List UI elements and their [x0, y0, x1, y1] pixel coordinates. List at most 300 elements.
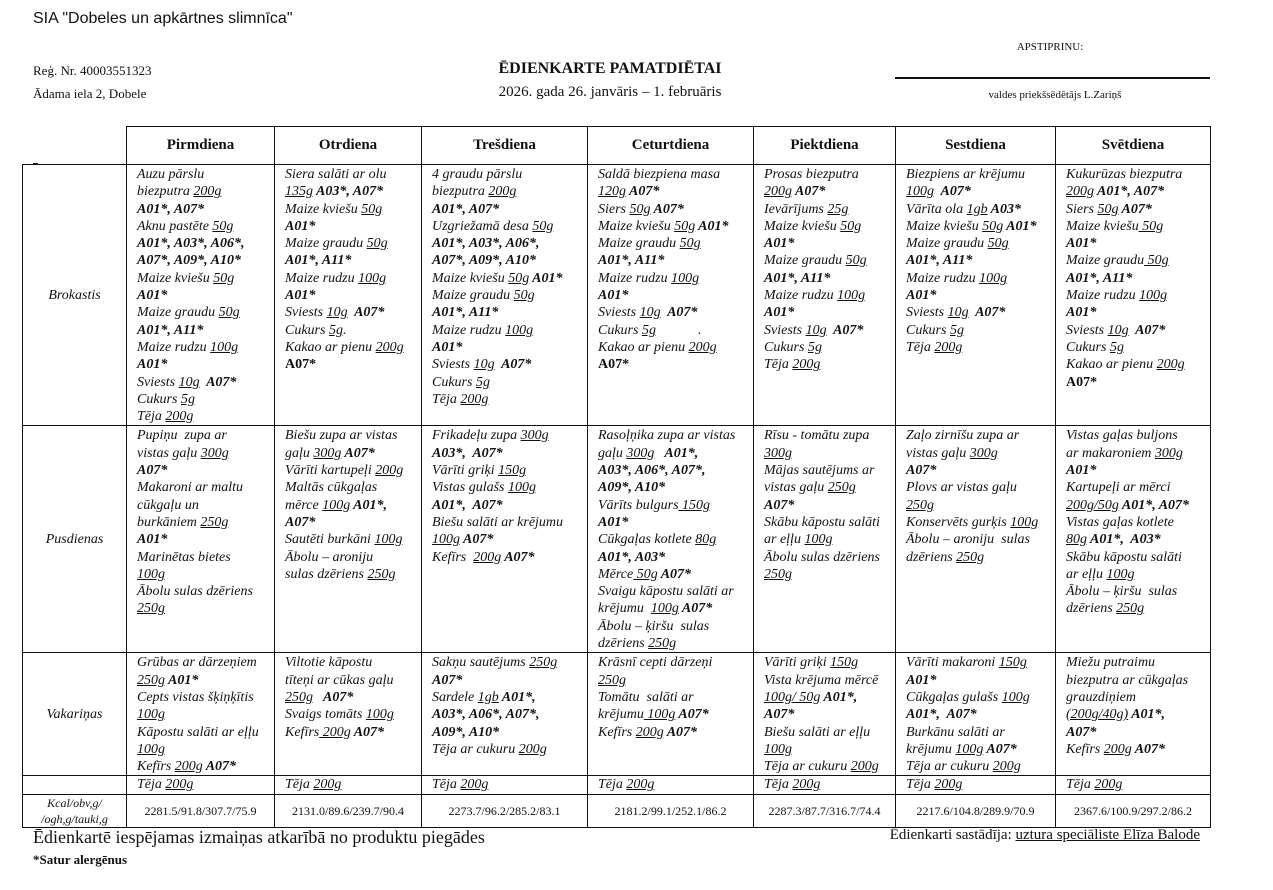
allergen-codes: A07* [501, 549, 535, 565]
dish-name: Vārīta ola [906, 201, 967, 217]
allergen-codes: A07* [764, 707, 795, 723]
menu-line [285, 287, 415, 304]
allergen-codes: A07* [598, 357, 630, 373]
menu-line [906, 514, 1049, 531]
menu-line [432, 777, 581, 793]
menu-line [432, 235, 581, 252]
menu-line [598, 724, 747, 741]
portion-amount: 100g [137, 741, 165, 757]
menu-line [285, 427, 415, 444]
approval-label: APSTIPRINU: [1016, 41, 1084, 53]
menu-line [285, 514, 415, 531]
meal-label [23, 776, 127, 795]
allergen-codes: A07* [460, 532, 494, 548]
portion-amount: 100g [322, 497, 351, 513]
menu-line [906, 270, 1049, 287]
menu-cell [422, 426, 588, 653]
menu-cell [896, 165, 1056, 426]
portion-amount: 200g [1156, 357, 1185, 373]
portion-amount: 200g [488, 184, 517, 200]
portion-amount: 300g [764, 445, 792, 461]
allergen-codes: A01*, [820, 689, 858, 705]
menu-line [137, 339, 268, 356]
dish-name: Maize rudzu [598, 270, 672, 286]
portion-amount: 200g [460, 777, 489, 793]
menu-line [285, 166, 415, 183]
menu-line [285, 445, 415, 462]
dish-name: Kefīrs [137, 759, 175, 775]
menu-line [285, 479, 415, 496]
menu-cell [588, 776, 754, 795]
nutrition-value: 2217.6/104.8/289.9/70.9 [896, 795, 1056, 828]
menu-line [1066, 183, 1204, 200]
menu-line [137, 374, 268, 391]
portion-amount: 200g [375, 463, 404, 479]
dish-name: ar eļļu [764, 532, 805, 548]
portion-amount: 1gb [477, 689, 499, 705]
menu-line [432, 374, 581, 391]
portion-amount: 100g [505, 322, 534, 338]
dish-name: Sviests [432, 357, 474, 373]
document-title: ĒDIENKARTE PAMATDIĒTAI [498, 60, 722, 77]
portion-amount: 200g [193, 184, 222, 200]
portion-amount: 50g [633, 566, 658, 582]
menu-cell [588, 426, 754, 653]
dish-name: Sviests [1066, 322, 1108, 338]
menu-line [285, 252, 415, 269]
dish-name: Kefīrs [285, 724, 320, 740]
dish-name: Cukurs [1066, 339, 1110, 355]
dish-name: Maize rudzu [137, 339, 211, 355]
portion-amount: 50g [674, 218, 696, 234]
menu-cell [588, 165, 754, 426]
allergen-codes: A07* [678, 601, 713, 617]
nutrition-label-line: /ogh,g/tauki,g [41, 812, 108, 827]
menu-line [764, 654, 889, 671]
dish-name: Auzu pārslu [137, 167, 205, 182]
dish-name: Vārīti griķi [432, 463, 499, 479]
portion-amount: 100g [507, 480, 536, 496]
menu-line [432, 497, 581, 514]
dish-name: Tēja [598, 777, 627, 793]
menu-line [432, 514, 581, 531]
allergen-codes: A01*, [1128, 707, 1166, 723]
menu-line [764, 706, 889, 723]
menu-line [764, 252, 889, 269]
allergen-codes: A01*, A11* [1066, 270, 1133, 286]
portion-amount: 200g [375, 339, 404, 355]
menu-line [598, 531, 747, 548]
menu-cell [1056, 653, 1211, 776]
allergen-codes: A03*, A06*, A07*, [598, 463, 706, 479]
menu-line [285, 777, 415, 793]
portion-amount: 200g/50g [1066, 497, 1119, 513]
menu-line [285, 531, 415, 548]
menu-line [285, 724, 415, 741]
dish-name: Tēja ar cukuru [906, 759, 993, 775]
allergen-codes: A01* [1066, 305, 1097, 321]
portion-amount: 300g [313, 445, 342, 461]
dish-name: Maize graudu [285, 236, 367, 252]
dish-name: vistas gaļu [906, 445, 970, 461]
menu-cell [127, 426, 275, 653]
dish-name: Biešu salāti ar krējumu [432, 514, 564, 530]
menu-cell [896, 426, 1056, 653]
dish-name: biezputra [432, 184, 489, 200]
allergen-codes: A01*, A03* [1087, 532, 1161, 548]
header-corner [23, 127, 127, 165]
portion-amount: 5g [180, 391, 195, 407]
dish-name: Makaroni ar maltu [137, 480, 244, 496]
menu-line [432, 689, 581, 706]
menu-line [137, 724, 268, 741]
meal-row-lunch [23, 426, 1211, 653]
dish-name: Maltās cūkgaļas [285, 480, 378, 496]
portion-amount: 100g [1001, 689, 1030, 705]
menu-line [137, 201, 268, 218]
menu-line [1066, 777, 1204, 793]
menu-line [137, 287, 268, 304]
portion-amount: 250g [285, 689, 313, 705]
allergen-codes: A07* [650, 201, 684, 217]
allergen-codes: A01* [1003, 218, 1037, 234]
menu-line [764, 218, 889, 235]
menu-line [764, 322, 889, 339]
portion-amount: 50g [213, 270, 235, 286]
allergen-codes: A07* [350, 724, 385, 740]
allergen-codes: A07* [934, 184, 971, 200]
portion-amount: 120g [598, 184, 626, 200]
menu-line [598, 654, 747, 671]
allergen-codes: A07* [137, 463, 168, 479]
allergen-codes: A07* [660, 305, 698, 321]
menu-line [764, 287, 889, 304]
portion-amount: 10g [326, 305, 348, 321]
dish-name: Siera salāti ar olu [285, 167, 387, 182]
portion-amount: 100g [643, 707, 676, 723]
day-header: Otrdiena [275, 127, 422, 165]
portion-amount: 300g [1154, 445, 1183, 461]
menu-line [906, 339, 1049, 356]
allergen-codes: A01* [906, 672, 937, 688]
menu-line [906, 531, 1049, 548]
allergen-codes: A07* [968, 305, 1006, 321]
dish-name: Cukurs [285, 322, 329, 338]
menu-cell [754, 165, 896, 426]
portion-amount: 50g [845, 253, 867, 269]
menu-cell [275, 426, 422, 653]
day-header: Pirmdiena [127, 127, 275, 165]
portion-amount: 10g [805, 322, 827, 338]
dish-name: grauzdiņiem [1066, 689, 1136, 705]
menu-line [137, 183, 268, 200]
dish-name: Prosas biezputra [764, 167, 859, 182]
portion-amount: 200g [764, 184, 792, 200]
menu-line [432, 166, 581, 183]
dish-name: Maize graudu [598, 236, 680, 252]
allergen-codes: A07*, A09*, A10* [432, 253, 536, 269]
portion-amount: 300g [520, 428, 549, 444]
portion-amount: 50g [508, 270, 530, 286]
dish-name: Viltotie kāpostu [285, 655, 373, 671]
menu-line [285, 672, 415, 689]
portion-amount: 300g [969, 445, 998, 461]
menu-line [432, 741, 581, 758]
dish-name: vistas gaļu [764, 480, 828, 496]
allergen-codes: A07* [285, 357, 317, 373]
dish-name: Kukurūzas biezputra [1066, 167, 1183, 182]
menu-line [598, 706, 747, 723]
menu-line [906, 287, 1049, 304]
menu-line [764, 531, 889, 548]
portion-amount: 5g [949, 322, 964, 338]
menu-line [598, 252, 747, 269]
menu-line [906, 427, 1049, 444]
portion-amount: 250g [137, 672, 165, 688]
portion-amount: 200g [313, 777, 342, 793]
dish-name: Mērce [598, 566, 634, 582]
dish-name: Maize graudu [906, 236, 988, 252]
dish-name: Vārīti griķi [764, 655, 831, 671]
portion-amount: 50g [1138, 218, 1164, 234]
dish-name: Kartupeļi ar mērci [1066, 480, 1171, 496]
menu-line [1066, 201, 1204, 218]
day-header: Piektdiena [754, 127, 896, 165]
menu-line [764, 497, 889, 514]
dish-name: Rasoļņika zupa ar vistas [598, 428, 736, 444]
menu-line [906, 252, 1049, 269]
portion-amount: 100g [137, 566, 165, 582]
dish-name: Vistas gaļas buljons [1066, 428, 1178, 444]
menu-cell [275, 776, 422, 795]
menu-line [1066, 270, 1204, 287]
allergen-codes: A01* [598, 288, 629, 304]
menu-line [1066, 304, 1204, 321]
menu-line [598, 777, 747, 793]
menu-line [137, 777, 268, 793]
menu-line [906, 777, 1049, 793]
meal-label: Vakariņas [23, 653, 127, 776]
menu-cell [275, 653, 422, 776]
dish-name: 4 graudu pārslu [432, 167, 523, 182]
menu-line [598, 600, 747, 617]
portion-amount: 10g [947, 305, 969, 321]
dish-name: Maize kviešu [285, 201, 362, 217]
allergen-codes: A01*, A11* [285, 253, 352, 269]
allergen-codes: A01* [137, 357, 168, 373]
dish-name: krējumu [906, 741, 956, 757]
allergen-codes: A01* [1066, 463, 1097, 479]
portion-amount: 50g [532, 218, 554, 234]
portion-amount: (200g/40g) [1066, 707, 1129, 723]
dish-name: krējumu [598, 601, 651, 617]
allergen-codes: A07* [764, 497, 795, 513]
menu-line [598, 356, 747, 373]
portion-amount: 50g [1097, 201, 1119, 217]
dish-name: Zaļo zirnīšu zupa ar [906, 428, 1020, 444]
portion-amount: 200g [165, 409, 194, 425]
dish-name: Sviests [764, 322, 806, 338]
dish-name: Kakao ar pienu [598, 339, 689, 355]
portion-amount: 200g [460, 391, 489, 407]
menu-line [137, 427, 268, 444]
menu-line [137, 531, 268, 548]
allergen-codes: A07* [1131, 741, 1166, 757]
dish-name: Frikadeļu zupa [432, 428, 521, 444]
menu-line [598, 339, 747, 356]
portion-amount: 100g [837, 288, 866, 304]
dish-name: Maize kviešu [137, 270, 214, 286]
menu-line [432, 270, 581, 287]
nutrition-row [23, 795, 1211, 828]
portion-amount: 200g [792, 357, 821, 373]
allergen-codes: A01*, A11* [598, 253, 665, 269]
menu-line [598, 514, 747, 531]
allergen-codes: A01*, A03*, A06*, [432, 236, 540, 252]
menu-line [137, 322, 268, 339]
allergen-codes: A01* [764, 305, 795, 321]
portion-amount: 100g [804, 532, 833, 548]
menu-line [1066, 445, 1204, 462]
dish-name: Cūkgaļas gulašs [906, 689, 1002, 705]
dish-name: Tēja [432, 777, 461, 793]
dish-name: Vārīti kartupeļi [285, 463, 376, 479]
dish-name: gaļu [285, 445, 314, 461]
dish-name: Tēja ar cukuru [432, 741, 519, 757]
allergen-codes: A01* [906, 288, 937, 304]
dish-name: Maize kviešu [1066, 218, 1139, 234]
dish-name: Sautēti burkāni [285, 532, 375, 548]
portion-amount: 200g [992, 759, 1021, 775]
menu-line [1066, 356, 1204, 373]
menu-cell [422, 165, 588, 426]
menu-cell [754, 653, 896, 776]
dish-name: vistas gaļu [137, 445, 201, 461]
menu-line [598, 583, 747, 600]
dish-name: sulas dzēriens [285, 566, 368, 582]
menu-line [906, 741, 1049, 758]
allergen-codes: A03*, A06*, A07*, [432, 707, 540, 723]
dish-name: Kakao ar pienu [1066, 357, 1157, 373]
allergen-codes: A01*, A07* [432, 201, 500, 217]
nutrition-value: 2287.3/87.7/316.7/74.4 [754, 795, 896, 828]
menu-line [285, 497, 415, 514]
menu-line [285, 304, 415, 321]
portion-amount: 200g [174, 759, 203, 775]
dish-name: Sviests [598, 305, 640, 321]
allergen-codes: A01* [137, 532, 168, 548]
dish-name: Cukurs [906, 322, 950, 338]
portion-amount: 100g [210, 339, 239, 355]
dish-name: Cukurs [137, 391, 181, 407]
day-header: Svētdiena [1056, 127, 1211, 165]
menu-line [137, 497, 268, 514]
menu-line [285, 270, 415, 287]
portion-amount: 250g [827, 480, 856, 496]
menu-line [764, 356, 889, 373]
portion-amount: 5g [475, 374, 490, 390]
dish-name: Maize kviešu [906, 218, 983, 234]
dish-name: ar makaroniem [1066, 445, 1155, 461]
portion-amount: 250g [598, 672, 626, 688]
allergen-codes: A07* [906, 463, 937, 479]
approver-name: valdes priekšsēdētājs L.Zariņš [988, 89, 1122, 101]
allergen-codes: A07* [675, 707, 709, 723]
menu-line [764, 304, 889, 321]
menu-line [137, 514, 268, 531]
menu-line [1066, 287, 1204, 304]
menu-line [137, 549, 268, 566]
dish-name: Maize kviešu [432, 270, 509, 286]
menu-line [598, 322, 747, 339]
dish-name: Tēja [906, 777, 935, 793]
menu-line [285, 654, 415, 671]
dish-name: Miežu putraimu [1066, 655, 1156, 671]
portion-amount: 100g [671, 270, 700, 286]
dish-name: Cukurs [432, 374, 476, 390]
portion-amount: 200g [688, 339, 717, 355]
menu-line [1066, 566, 1204, 583]
allergen-codes: A01*, A07* [1118, 497, 1190, 513]
allergen-codes: A01* [529, 270, 563, 286]
menu-line [598, 635, 747, 652]
nutrition-value: 2273.7/96.2/285.2/83.1 [422, 795, 588, 828]
menu-line [1066, 218, 1204, 235]
dish-name: Kāpostu salāti ar eļļu [137, 724, 259, 740]
menu-line [906, 201, 1049, 218]
allergen-codes: A01* [432, 339, 463, 355]
author-label: Ēdienkarti sastādīja: [889, 827, 1016, 843]
dish-name: Cukurs [598, 322, 642, 338]
menu-line [764, 479, 889, 496]
menu-line [285, 706, 415, 723]
portion-amount: 50g [366, 236, 388, 252]
menu-line [1066, 462, 1204, 479]
dish-name: dzēriens [906, 549, 957, 565]
dish-name: Ievārījums [764, 201, 828, 217]
dish-name: Uzgriežamā desa [432, 218, 533, 234]
allergen-codes: A01*, A07* [906, 707, 977, 723]
allergen-codes: A07* [657, 566, 692, 582]
dish-name: Svaigs tomāts [285, 707, 366, 723]
menu-line [432, 322, 581, 339]
dish-name: Maize kviešu [598, 218, 675, 234]
portion-amount: 50g [679, 236, 701, 252]
dish-name: Cukurs [764, 339, 808, 355]
portion-amount: 25g [827, 201, 849, 217]
menu-line [764, 777, 889, 793]
menu-line [764, 270, 889, 287]
menu-line [137, 462, 268, 479]
portion-amount: 100g [764, 741, 792, 757]
dish-name: Cepts vistas šķiņķītis [137, 689, 254, 705]
menu-line [432, 549, 581, 566]
dish-name: gaļu [598, 445, 627, 461]
portion-amount: 50g [840, 218, 862, 234]
menu-line [906, 549, 1049, 566]
portion-amount: 250g [648, 636, 677, 652]
dish-name: Ābolu – aroniju sulas [906, 532, 1030, 548]
menu-line [1066, 741, 1204, 758]
menu-line [906, 689, 1049, 706]
dish-name: Maize graudu [1066, 253, 1145, 269]
portion-amount: 100g [979, 270, 1008, 286]
dish-name: Ābolu sulas dzēriens [764, 549, 880, 565]
menu-line [432, 427, 581, 444]
dish-name: tīteņi ar cūkas gaļu [285, 672, 394, 688]
dish-name: dzēriens [598, 636, 649, 652]
dish-name: Maize rudzu [432, 322, 506, 338]
